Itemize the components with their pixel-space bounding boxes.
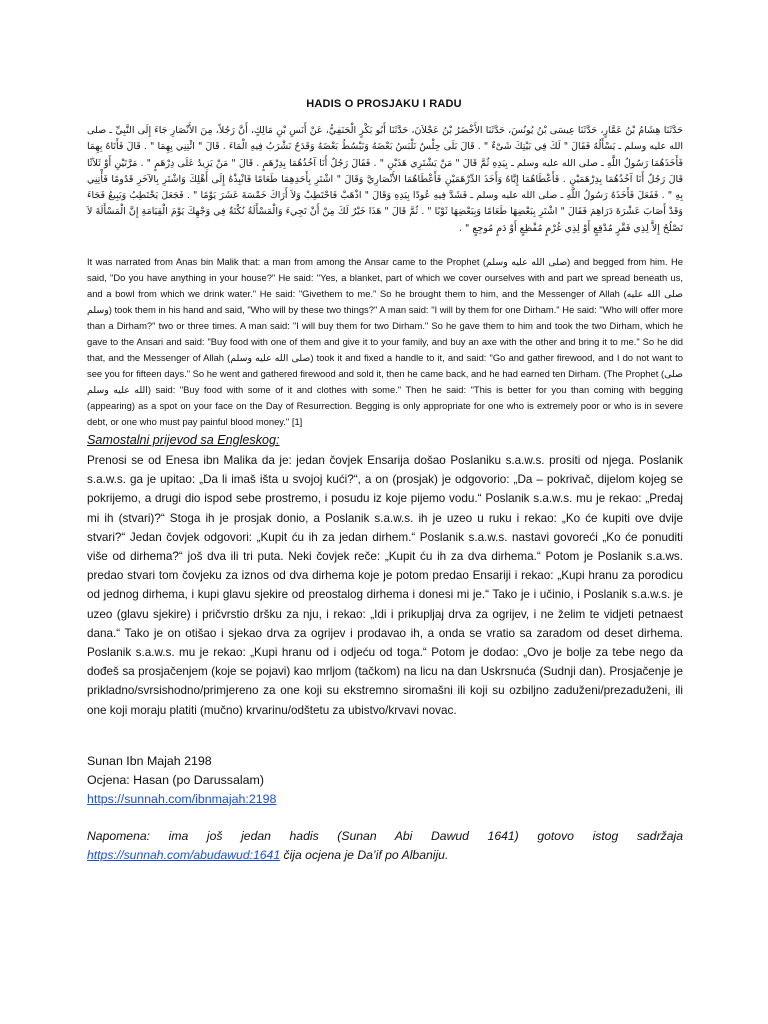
translation-heading: Samostalni prijevod sa Engleskog: [87,433,280,447]
document-title: HADIS O PROSJAKU I RADU [306,98,462,110]
note-prefix: Napomena: ima još jedan hadis (Sunan Abi Dawud 1641) gotovo istog sadržaja [87,829,683,843]
source-reference: Sunan Ibn Majah 2198 [87,754,212,768]
note-link[interactable]: https://sunnah.com/abudawud:1641 [87,848,281,862]
bosnian-translation: Prenosi se od Enesa ibn Malika da je: jedan čovjek Ensarija došao Poslaniku s.a.w.s. prositi od njega. Poslanik s.a.w.s. ga je upitao: „Da li imaš išta u svojoj kući?“, a on (prosjak) je odgovorio: „Da – pokrivač, dijelom kojeg se pokrijemo, a drugi dio ispod sebe prostremo, i posudu iz koje pijemo vodu.“ Poslanik s.a.w.s. mu je rekao: „Predaj mi ih (stvari)?“ Stoga ih je prosjak donio, a Poslanik s.a.w.s. ih je uzeo u ruku i rekao: „Ko će kupiti ove dvije stvari?“ Jedan čovjek odgovori: „Kupit ću ih za jedan dirhem.“ Poslanik s.a.w.s. nastavi govoreći „Ko će ponuditi više od dirhema?“ još dva ili tri puta. Neki čovjek reče: „Kupit ću ih za dva dirhema.“ Potom je Poslanik s.a.ws. predao stvari tom čovjeku za iznos od dva dirhema koje je potom predao Ensariji i rekao: „Kupi hranu za porodicu od jednog dirhema, i kupi glavu sjekire od preostalog dirhema i donesi mi je.“ Tako je i učinio, i Poslanik s.a.w.s. je uzeo (glavu sjekire) i pričvrstio dršku za nju, i rekao: „Idi i prikupljaj drva za ogrijev, i ne želim te vidjeti petnaest dana.“ Tako je on otišao i sjekao drva za ogrijev i prodavao ih, a onda se vratio sa zaradom od deset dirhema. Poslanik s.a.w.s. mu je rekao: „Kupi hranu od i odjeću od toga.“ Potom je dodao: „Ovo je bolje za tebe nego da dođeš sa prosjačenjem (koje se pojavi) kao mrljom (tačkom) na licu na dan Uskrsnuća (Sudnji dan). Prosjačenje je prikladno/svrsishodno/primjereno za one koji su ekstremno siromašni ili koji su ozbiljno zaduženi/prezaduženi, ili one koji moraju platiti (mučno) krvarinu/odštetu za ubistvo/krvavi novac. [87,454,683,717]
grade-line: Ocjena: Hasan (po Darussalam) [87,773,264,787]
arabic-hadith-text: حَدَّثَنَا هِشَامُ بْنُ عَمَّارٍ، حَدَّثَنَا عِيسَى بْنُ يُونُسَ، حَدَّثَنَا الأَخْضَرُ بْنُ عَجْلاَنَ، حَدَّثَنَا أَبُو بَكْرٍ الْحَنَفِيُّ، عَنْ أَنَسِ بْنِ مَالِكٍ، أَنَّ رَجُلاً، مِنَ الأَنْصَارِ جَاءَ إِلَى النَّبِيِّ ـ صلى الله عليه وسلم ـ يَسْأَلُهُ فَقَالَ ‏"‏ لَكَ فِي بَيْتِكَ شَىْءٌ ‏"‏ ‏.‏ قَالَ بَلَى حِلْسٌ نَلْبَسُ بَعْضَهُ وَنَبْسُطُ بَعْضَهُ وَقَدَحٌ نَشْرَبُ فِيهِ الْمَاءَ ‏.‏ قَالَ ‏"‏ ائْتِنِي بِهِمَا ‏"‏ ‏.‏ قَالَ فَأَتَاهُ بِهِمَا فَأَخَذَهُمَا رَسُولُ اللَّهِ ـ صلى الله عليه وسلم ـ بِيَدِهِ ثُمَّ قَالَ ‏"‏ مَنْ يَشْتَرِي هَذَيْنِ ‏"‏ ‏.‏ فَقَالَ رَجُلٌ أَنَا آخُذُهُمَا بِدِرْهَمٍ ‏.‏ قَالَ ‏"‏ مَنْ يَزِيدُ عَلَى دِرْهَمٍ ‏"‏ ‏.‏ مَرَّتَيْنِ أَوْ ثَلاَثًا قَالَ رَجُلٌ أَنَا آخُذُهُمَا بِدِرْهَمَيْنِ ‏.‏ فَأَعْطَاهُمَا إِيَّاهُ وَأَخَذَ الدِّرْهَمَيْنِ فَأَعْطَاهُمَا الأَنْصَارِيَّ وَقَالَ ‏"‏ اشْتَرِ بِأَحَدِهِمَا طَعَامًا فَانْبِذْهُ إِلَى أَهْلِكَ وَاشْتَرِ بِالآخَرِ قَدُومًا فَأْتِنِي بِهِ ‏"‏ ‏.‏ فَفَعَلَ فَأَخَذَهُ رَسُولُ اللَّهِ ـ صلى الله عليه وسلم ـ فَشَدَّ فِيهِ عُودًا بِيَدِهِ وَقَالَ ‏"‏ اذْهَبْ فَاحْتَطِبْ وَلاَ أَرَاكَ خَمْسَةَ عَشَرَ يَوْمًا ‏"‏ ‏.‏ فَجَعَلَ يَحْتَطِبُ وَيَبِيعُ فَجَاءَ وَقَدْ أَصَابَ عَشْرَةَ دَرَاهِمَ فَقَالَ ‏"‏ اشْتَرِ بِبَعْضِهَا طَعَامًا وَبِبَعْضِهَا ثَوْبًا ‏"‏ ‏.‏ ثُمَّ قَالَ ‏"‏ هَذَا خَيْرٌ لَكَ مِنْ أَنْ تَجِيءَ وَالْمَسْأَلَةُ نُكْتَةٌ فِي وَجْهِكَ يَوْمَ الْقِيَامَةِ إِنَّ الْمَسْأَلَةَ لاَ تَصْلُحُ إِلاَّ لِذِي فَقْرٍ مُدْقِعٍ أَوْ لِذِي غُرْمٍ مُفْظِعٍ أَوْ دَمٍ مُوجِعٍ ‏"‏ ‏.‏ [87,125,683,234]
source-block [87,752,276,809]
english-translation: It was narrated from Anas bin Malik that: a man from among the Ansar came to the Prophet (صلى الله عليه وسلم) and begged from him. He said, "Do you have anything in your house?" He said: "Yes, a blanket, part of which we cover ourselves with and part we spread beneath us, and a bowl from which we drink water." He said: "Givethem to me." So he brought them to him, and the Messenger of Allah (صلى الله عليه وسلم) took them in his hand and said, "Who will by these two things?" A man said: "I will by them for one Dirham." He said: "Who will offer more than a Dirham?" two or three times. A man said: "I will buy them for two Dirham." So he gave them to him and took the two Dirham, which he gave to the Ansari and said: "Buy food with one of them and give it to your family, and buy an axe with the other and bring it to me." So he did that, and the Messenger of Allah (صلى الله عليه وسلم) took it and fixed a handle to it, and said: "Go and gather firewood, and I do not want to see you for fifteen days." So he went and gathered firewood and sold it, then he came back, and he had earned ten Dirham. (The Prophet (صلى الله عليه وسلم) said: "Buy food with some of it and clothes with some." Then he said: "This is better for you than coming with begging (appearing) as a spot on your face on the Day of Resurrection. Begging is only appropriate for one who is extremely poor or who is in severe debt, or one who must pay painful blood money." [1] [87,256,683,427]
note-paragraph [87,827,683,865]
note-suffix: čija ocjena je Da’if po Albaniju. [280,848,449,862]
source-link[interactable]: https://sunnah.com/ibnmajah:2198 [87,792,277,806]
